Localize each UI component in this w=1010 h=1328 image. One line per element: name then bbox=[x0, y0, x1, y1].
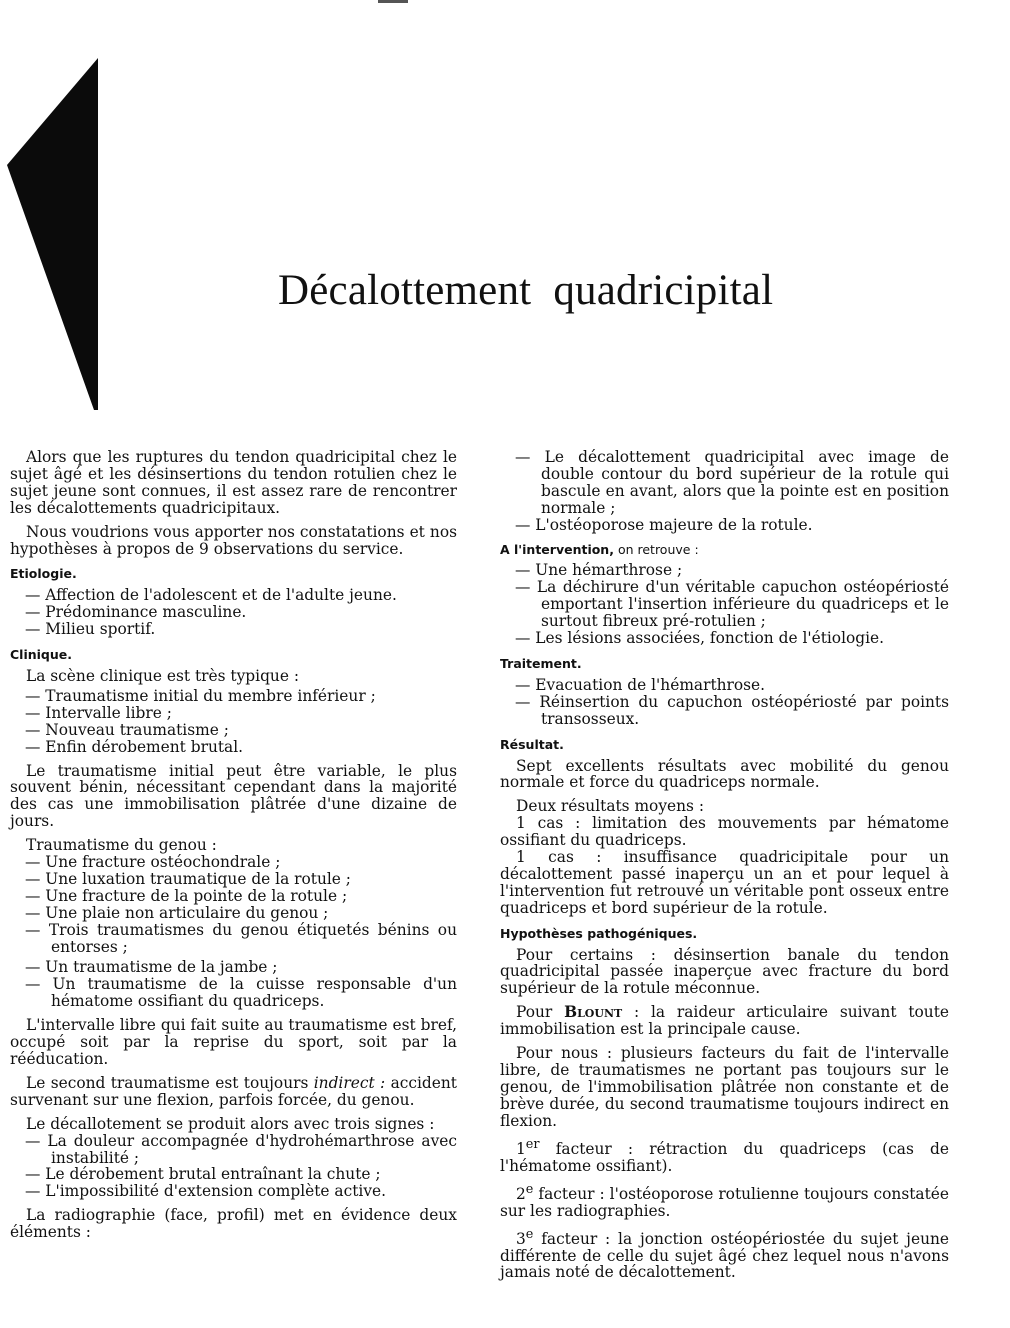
second-trauma-paragraph bbox=[10, 1075, 457, 1109]
section-heading-hypotheses: Hypothèses pathogéniques. bbox=[500, 925, 698, 941]
genou-list bbox=[10, 854, 457, 955]
list-item: — Les lésions associées, fonction de l'étiologie. bbox=[500, 630, 949, 647]
factor-1-ordinal: er bbox=[525, 1136, 540, 1152]
resultat-paragraph-1: Sept excellents résultats avec mobilité du genou normale et force du quadriceps normale. bbox=[500, 756, 949, 792]
factor-1-text: facteur : rétraction du quadriceps (cas de l'hématome ossifiant). bbox=[500, 1139, 949, 1175]
list-item: — Une fracture ostéochondrale ; bbox=[10, 854, 457, 871]
factor-2-paragraph bbox=[500, 1182, 949, 1220]
list-item: — Le décalottement quadricipital avec image de double contour du bord supérieur de la rotule qui bascule en avant, alors que la pointe est en position normale ; bbox=[500, 449, 949, 517]
factor-3-paragraph bbox=[500, 1227, 949, 1282]
second-trauma-text-end: accident survenant sur une flexion, parfois forcée, du genou. bbox=[10, 1073, 457, 1109]
hypotheses-paragraph-2 bbox=[500, 1004, 949, 1038]
article-title bbox=[278, 266, 998, 315]
signes-intro: Le décallotement se produit alors avec trois signes : bbox=[26, 1114, 435, 1133]
list-item: — Intervalle libre ; bbox=[10, 705, 457, 722]
resultat-paragraph-4: 1 cas : insuffisance quadricipitale pour un décalottement passé inaperçu un an et pour lequel à l'intervention fut retrouvé un véritable pont osseux entre quadriceps et bord supérieur de la rotule. bbox=[500, 848, 949, 917]
intro-paragraph: Alors que les ruptures du tendon quadricipital chez le sujet âgé et les désinsertions du tendon rotulien chez le sujet jeune sont connues, il est assez rare de rencontrer les décalottements quadricipitaux. bbox=[10, 448, 457, 517]
section-heading-traitement: Traitement. bbox=[500, 655, 582, 671]
section-heading-resultat: Résultat. bbox=[500, 736, 564, 752]
radio-list bbox=[500, 449, 949, 534]
list-item: — Prédominance masculine. bbox=[10, 604, 457, 621]
hyp2-end: : la raideur articulaire suivant toute immobilisation est la principale cause. bbox=[500, 1003, 949, 1039]
factor-2-number: 2 bbox=[516, 1184, 526, 1203]
list-item: — L'ostéoporose majeure de la rotule. bbox=[500, 517, 949, 534]
list-item: — Une fracture de la pointe de la rotule ; bbox=[10, 888, 457, 905]
hypotheses-paragraph-1: Pour certains : désinsertion banale du tendon quadricipital passée inaperçue avec fracture du bord supérieur de la rotule méconnue. bbox=[500, 945, 949, 998]
list-item: — Nouveau traumatisme ; bbox=[10, 722, 457, 739]
decorative-wedge bbox=[0, 0, 110, 420]
intervention-heading-bold: A l'intervention, bbox=[500, 541, 614, 557]
factor-3-text: facteur : la jonction ostéopériostée du sujet jeune différente de celle du sujet âgé chez lequel nous n'avons jamais noté de décalottement. bbox=[500, 1229, 949, 1282]
list-item: — Evacuation de l'hémarthrose. bbox=[500, 677, 949, 694]
etiologie-list bbox=[10, 587, 457, 638]
list-item: — Une plaie non articulaire du genou ; bbox=[10, 905, 457, 922]
intro-paragraph-2: Nous voudrions vous apporter nos constatations et nos hypothèses à propos de 9 observations du service. bbox=[10, 522, 457, 558]
list-item: — Un traumatisme de la cuisse responsable d'un hématome ossifiant du quadriceps. bbox=[10, 976, 457, 1010]
left-column bbox=[10, 449, 457, 1248]
list-item: — Traumatisme initial du membre inférieur ; bbox=[10, 688, 457, 705]
factor-3-number: 3 bbox=[516, 1229, 526, 1248]
title-word-1: Décalottement bbox=[278, 267, 532, 314]
list-item: — Le dérobement brutal entraînant la chute ; bbox=[10, 1166, 457, 1183]
title-word-2: quadricipital bbox=[553, 267, 774, 314]
traitement-list bbox=[500, 677, 949, 728]
intervention-heading-rest: on retrouve : bbox=[613, 541, 699, 557]
second-trauma-emphasis: indirect : bbox=[313, 1073, 386, 1092]
hyp2-start: Pour bbox=[516, 1003, 565, 1022]
list-item: — La déchirure d'un véritable capuchon ostéopériosté emportant l'insertion inférieure du quadriceps et le surtout fibreux pré-rotulien ; bbox=[500, 579, 949, 630]
section-heading-intervention bbox=[500, 542, 949, 559]
list-item: — Affection de l'adolescent et de l'adulte jeune. bbox=[10, 587, 457, 604]
signes-list bbox=[10, 1133, 457, 1201]
factor-2-ordinal: e bbox=[525, 1181, 534, 1197]
right-column bbox=[500, 449, 949, 1288]
factor-2-text: facteur : l'ostéoporose rotulienne toujours constatée sur les radiographies. bbox=[500, 1184, 949, 1220]
resultat-paragraph-3: 1 cas : limitation des mouvements par hématome ossifiant du quadriceps. bbox=[500, 814, 949, 850]
section-heading-clinique: Clinique. bbox=[10, 647, 72, 663]
list-item: — Un traumatisme de la jambe ; bbox=[10, 959, 457, 976]
list-item: — Trois traumatismes du genou étiquetés bénins ou entorses ; bbox=[10, 922, 457, 956]
hypotheses-paragraph-3: Pour nous : plusieurs facteurs du fait de l'intervalle libre, de traumatismes ne portant pas toujours sur le genou, de l'immobilisation plâtrée non constante et de brève durée, du second traumatisme toujours indirect en flexion. bbox=[500, 1044, 949, 1130]
list-item: — Enfin dérobement brutal. bbox=[10, 739, 457, 756]
other-trauma-list bbox=[10, 959, 457, 1010]
trauma-initial-paragraph: Le traumatisme initial peut être variable, le plus souvent bénin, nécessitant cependant dans la majorité des cas une immobilisation plâtrée d'une dizaine de jours. bbox=[10, 761, 457, 831]
list-item: — Milieu sportif. bbox=[10, 621, 457, 638]
clinique-intro: La scène clinique est très typique : bbox=[26, 666, 300, 685]
intervalle-paragraph: L'intervalle libre qui fait suite au traumatisme est bref, occupé soit par la reprise du sport, soit par la rééducation. bbox=[10, 1016, 457, 1068]
intervention-list bbox=[500, 562, 949, 647]
factor-1-number: 1 bbox=[516, 1139, 526, 1158]
clinique-list bbox=[10, 688, 457, 756]
radio-paragraph: La radiographie (face, profil) met en évidence deux éléments : bbox=[10, 1206, 457, 1242]
factor-1-paragraph bbox=[500, 1137, 949, 1175]
factor-3-ordinal: e bbox=[525, 1226, 534, 1242]
list-item: — L'impossibilité d'extension complète active. bbox=[10, 1183, 457, 1200]
top-rule-mark bbox=[378, 0, 408, 3]
author-name: Blount bbox=[564, 1003, 623, 1022]
list-item: — Une hémarthrose ; bbox=[500, 562, 949, 579]
list-item: — Une luxation traumatique de la rotule ; bbox=[10, 871, 457, 888]
list-item: — La douleur accompagnée d'hydrohémarthrose avec instabilité ; bbox=[10, 1133, 457, 1167]
genou-intro: Traumatisme du genou : bbox=[26, 836, 217, 855]
section-heading-etiologie: Etiologie. bbox=[10, 566, 77, 582]
resultat-paragraph-2: Deux résultats moyens : bbox=[516, 797, 705, 816]
second-trauma-text: Le second traumatisme est toujours bbox=[26, 1073, 314, 1092]
list-item: — Réinsertion du capuchon ostéopériosté par points transosseux. bbox=[500, 694, 949, 728]
